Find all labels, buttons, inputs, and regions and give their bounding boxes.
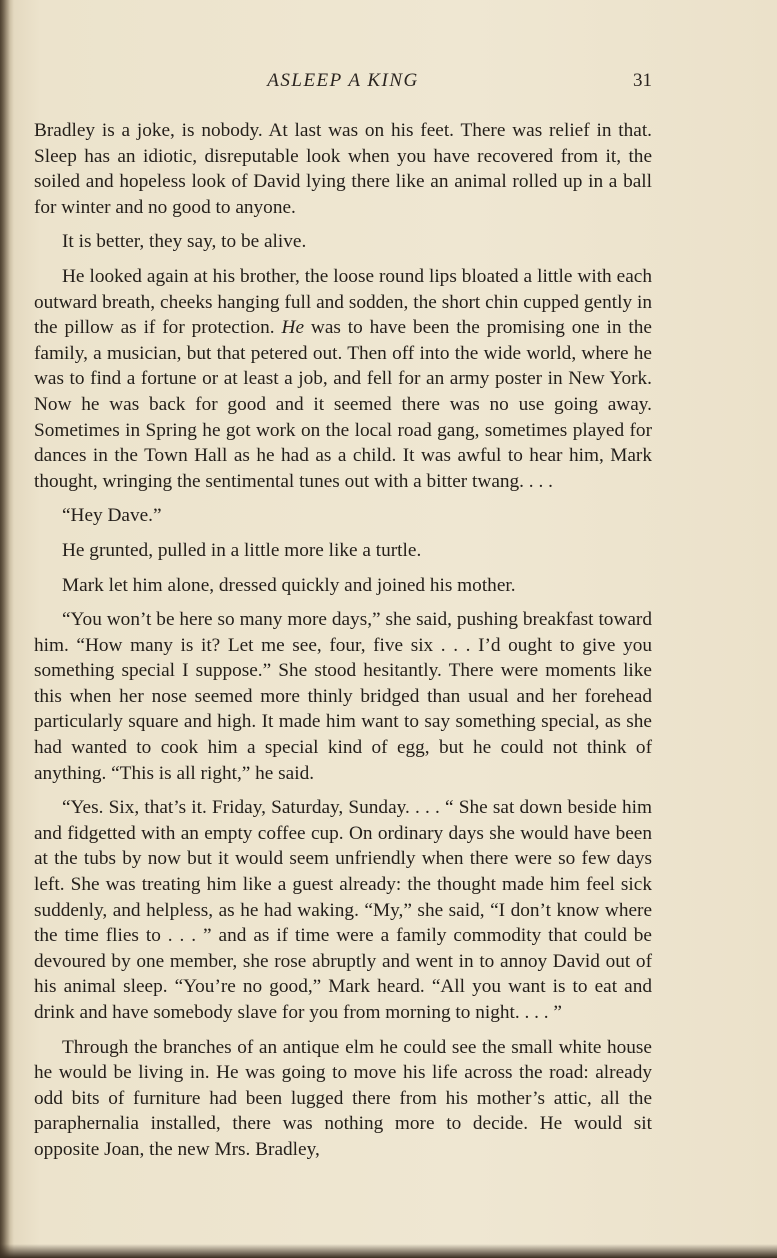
- paragraph: “Hey Dave.”: [62, 505, 162, 527]
- paragraph: Mark let him alone, dressed quickly and joined his mother.: [62, 574, 516, 596]
- paragraph-text: was to have been the promising one in the family, a musician, but that petered out. Then off into the wide world, where he was to find a fortune or at least a job, and fell for an army poster in New York. Now he was back for good and it seemed there was no use going away. Sometimes in Spring he got work on the local road gang, sometimes played for dances in the Town Hall as he had as a child. It was awful to hear him, Mark thought, wringing the sentimental tunes out with a bitter twang. . . .: [34, 317, 652, 492]
- emphasized-word: He: [281, 317, 304, 339]
- paragraph: “You won’t be here so many more days,” she said, pushing breakfast toward him. “How many is it? Let me see, four, five six . . . I’d ought to give you something special I suppose.” She stood hesitantly. There were moments like this when her nose seemed more thinly bridged than usual and her forehead particularly square and high. It made him want to say something special, as she had wanted to cook him a special kind of egg, but he could not think of anything. “This is all right,” he said.: [34, 609, 652, 784]
- paragraph-text: He looked again at his brother, the loose round lips bloated a little with each outward breath, cheeks hanging full and sodden, the short chin cupped gently in the pillow as if for protection.: [34, 265, 652, 339]
- paragraph: Through the branches of an antique elm he could see the small white house he would be living in. He was going to move his life across the road: already odd bits of furniture had been lugged there from his mother’s attic, all the paraphernalia installed, there was nothing more to decide. He would sit opposite Joan, the new Mrs. Bradley,: [34, 1036, 652, 1160]
- paragraph: [34, 264, 652, 494]
- page-number: 31: [633, 70, 652, 91]
- paragraph: Bradley is a joke, is nobody. At last was on his feet. There was relief in that. Sleep has an idiotic, disreputable look when you have recovered from it, the soiled and hopeless look of David lying there like an animal rolled up in a ball for winter and no good to anyone.: [34, 120, 652, 218]
- paragraph: “Yes. Six, that’s it. Friday, Saturday, Sunday. . . . “ She sat down beside him and fidgetted with an empty coffee cup. On ordinary days she would have been at the tubs by now but it would seem unfriendly when there were so few days left. She was treating him like a guest already: the thought made him feel sick suddenly, and helpless, as he had waking. “My,” she said, “I don’t know where the time flies to . . . ” and as if time were a family commodity that could be devoured by one member, she rose abruptly and went in to annoy David out of his animal sleep. “You’re no good,” Mark heard. “All you want is to eat and drink and have somebody slave for you from morning to night. . . . ”: [34, 797, 652, 1023]
- running-head: [34, 70, 652, 98]
- spine-shadow: [0, 0, 10, 1258]
- paragraph: It is better, they say, to be alive.: [62, 231, 307, 253]
- body-text: [34, 118, 652, 1163]
- running-title: ASLEEP A KING: [267, 70, 419, 91]
- page-bottom-edge: [0, 1244, 777, 1258]
- paragraph: He grunted, pulled in a little more like a turtle.: [62, 539, 422, 561]
